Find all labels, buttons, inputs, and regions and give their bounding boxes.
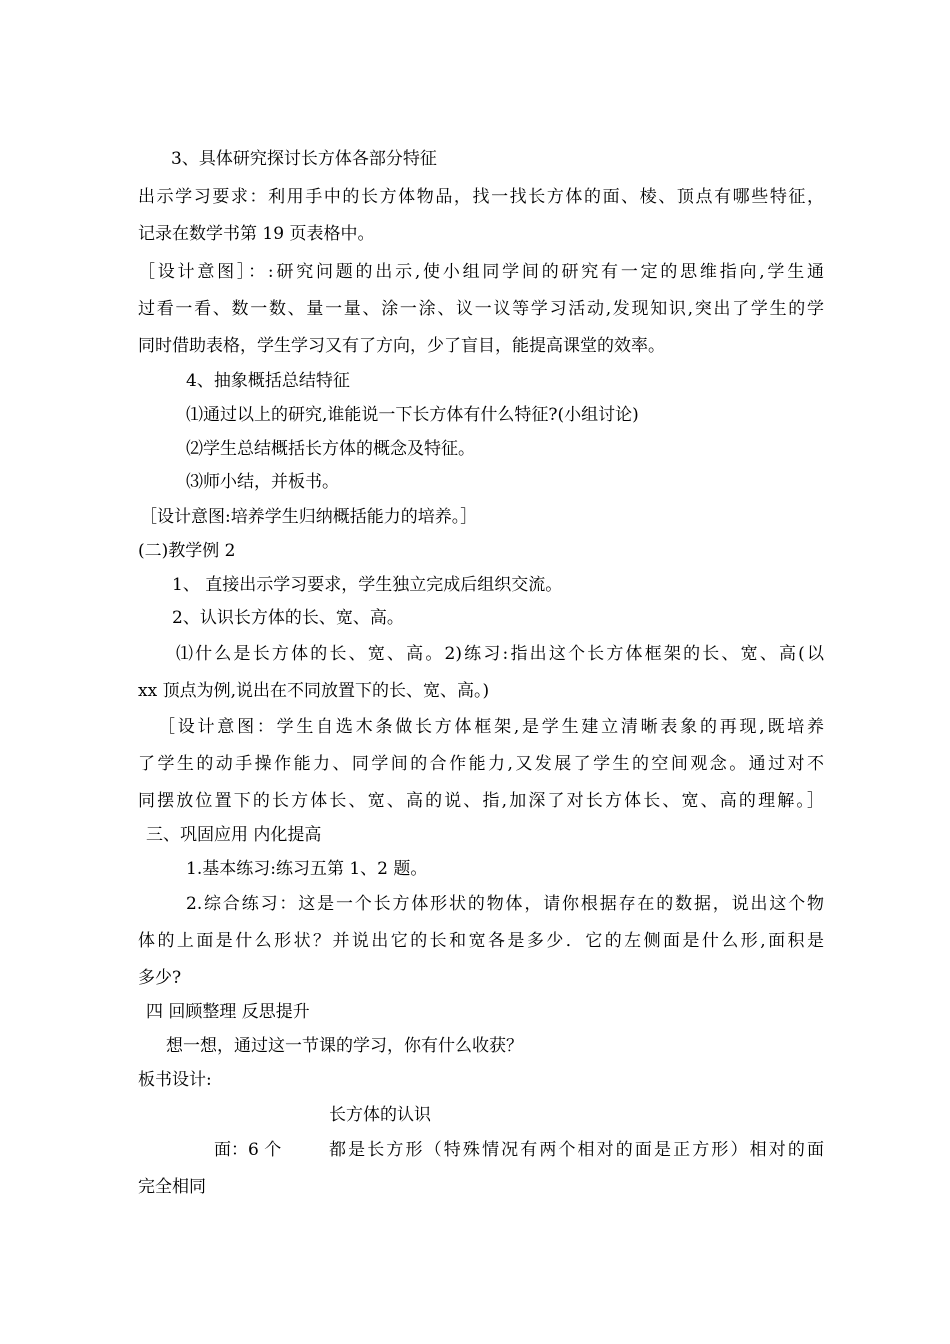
board-item-faces: 面：6 个 [214, 1140, 282, 1160]
heading-step-3: 3、具体研究探讨长方体各部分特征 [171, 149, 437, 169]
list-item: 2、认识长方体的长、宽、高。 [172, 608, 404, 628]
design-intent-line: 过看一看、数一数、量一量、涂一涂、议一议等学习活动,发现知识,突出了学生的学 [138, 299, 824, 319]
board-item-description: 都是长方形（特殊情况有两个相对的面是正方形）相对的面 [329, 1140, 824, 1160]
paragraph-line: xx 顶点为例,说出在不同放置下的长、宽、高。) [138, 681, 490, 701]
paragraph-line: 多少? [138, 968, 182, 988]
list-item: 2.综合练习：这是一个长方体形状的物体，请你根据存在的数据，说出这个物 [186, 894, 824, 914]
design-intent-line: 了学生的动手操作能力、同学间的合作能力,又发展了学生的空间观念。通过对不 [138, 754, 824, 774]
board-title: 长方体的认识 [329, 1105, 431, 1125]
design-intent-line: ［设计意图：学生自选木条做长方体框架,是学生建立清晰表象的再现,既培养 [158, 717, 824, 737]
board-design-label: 板书设计: [138, 1070, 212, 1090]
heading-step-4: 4、抽象概括总结特征 [186, 371, 350, 391]
list-item: 1.基本练习:练习五第 1、2 题。 [186, 859, 428, 879]
section-heading: 四 回顾整理 反思提升 [146, 1002, 310, 1022]
paragraph-line: 记录在数学书第 19 页表格中。 [138, 224, 375, 244]
design-intent-line: ［设计意图:培养学生归纳概括能力的培养。］ [140, 507, 478, 527]
section-heading: 三、巩固应用 内化提高 [146, 825, 322, 845]
list-item: ⑶师小结，并板书。 [186, 472, 339, 492]
design-intent-line: 同摆放位置下的长方体长、宽、高的说、指,加深了对长方体长、宽、高的理解。］ [138, 791, 824, 811]
list-item: 1、 直接出示学习要求，学生独立完成后组织交流。 [172, 575, 563, 595]
paragraph-line: 体的上面是什么形状？并说出它的长和宽各是多少．它的左侧面是什么形,面积是 [138, 931, 824, 951]
design-intent-line: ［设计意图］：:研究问题的出示,使小组同学间的研究有一定的思维指向,学生通 [138, 262, 824, 282]
board-item-description: 完全相同 [138, 1177, 206, 1197]
paragraph-line: 出示学习要求：利用手中的长方体物品，找一找长方体的面、棱、顶点有哪些特征， [138, 187, 824, 207]
paragraph-line: 想一想，通过这一节课的学习，你有什么收获？ [166, 1036, 523, 1056]
section-heading: (二)教学例 2 [138, 541, 236, 561]
design-intent-line: 同时借助表格，学生学习又有了方向，少了盲目，能提高课堂的效率。 [138, 336, 665, 356]
list-item: ⑴通过以上的研究,谁能说一下长方体有什么特征?(小组讨论) [186, 405, 639, 425]
list-item: ⑴什么是长方体的长、宽、高。2)练习:指出这个长方体框架的长、宽、高(以 [176, 644, 824, 664]
list-item: ⑵学生总结概括长方体的概念及特征。 [186, 439, 475, 459]
